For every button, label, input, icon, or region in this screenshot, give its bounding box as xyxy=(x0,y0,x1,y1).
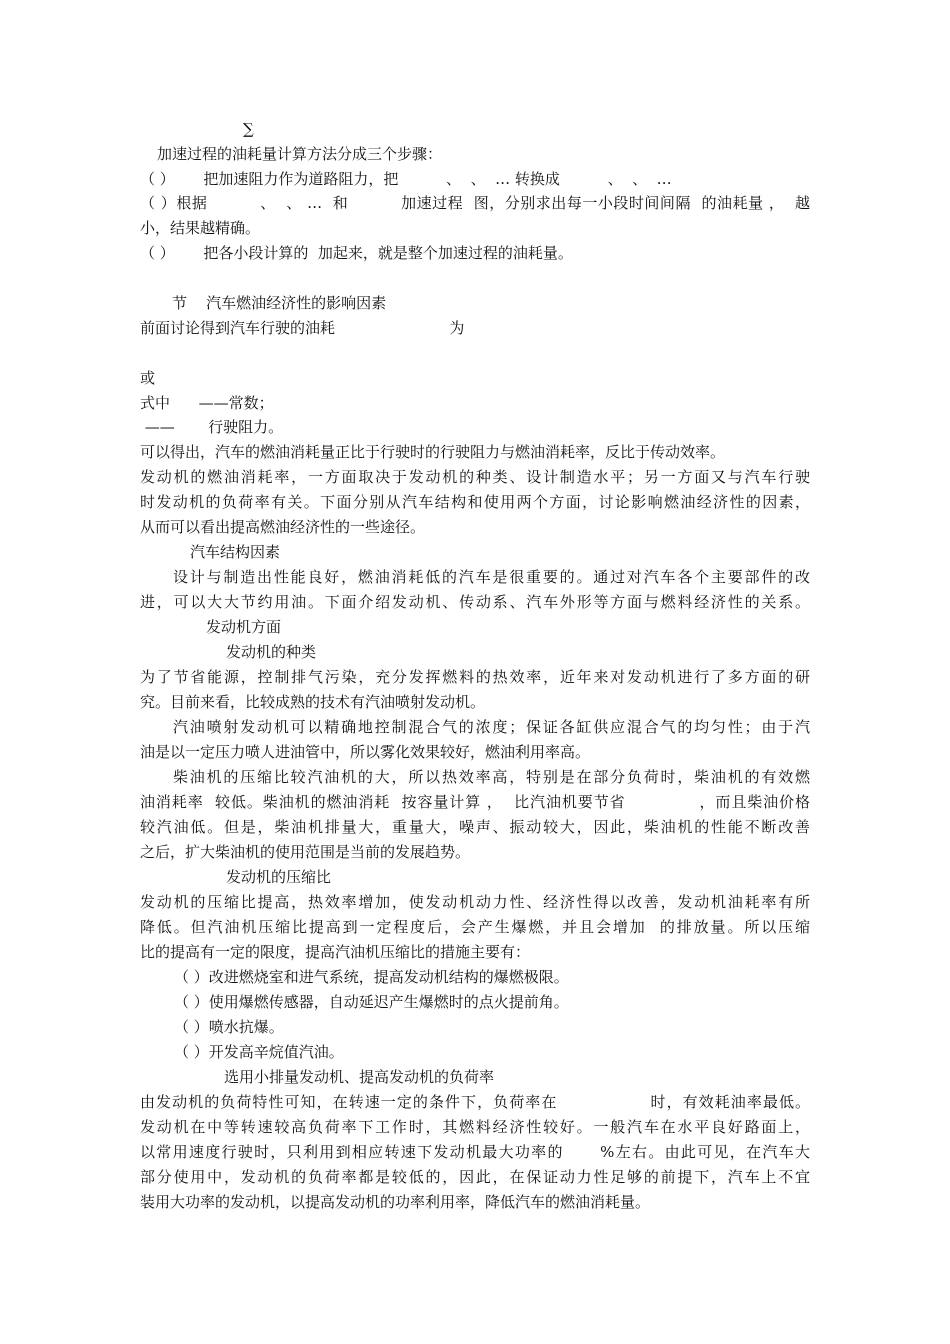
paragraph-line: 之后，扩大柴油机的使用范围是当前的发展趋势。 xyxy=(140,843,471,861)
paragraph-line: 时发动机的负荷率有关。下面分别从汽车结构和使用两个方面，讨论影响燃油经济性的因素， xyxy=(140,493,810,511)
paragraph-line: 小，结果越精确。 xyxy=(140,219,261,237)
subsection-heading: 发动机的种类 xyxy=(226,643,317,661)
paragraph-line: —— 行驶阻力。 xyxy=(140,418,284,436)
paragraph-line: 发动机在中等转速较高负荷率下工作时，其燃料经济性较好。一般汽车在水平良好路面上， xyxy=(140,1118,810,1136)
paragraph-line: 油是以一定压力喷人进油管中，所以雾化效果较好，燃油利用率高。 xyxy=(140,743,591,761)
paragraph-line: 油消耗率 较低。柴油机的燃油消耗 按容量计算 ， 比汽油机要节省 ，而且柴油价格 xyxy=(140,793,810,811)
list-item: （ ）开发高辛烷值汽油。 xyxy=(174,1043,344,1061)
sigma-symbol: ∑ xyxy=(243,120,254,138)
list-item: （ ）使用爆燃传感器，自动延迟产生爆燃时的点火提前角。 xyxy=(174,993,569,1011)
paragraph-line: 降低。但汽油机压缩比提高到一定程度后，会产生爆燃，并且会增加 的排放量。所以压缩 xyxy=(140,918,810,936)
list-item: （ ）喷水抗爆。 xyxy=(174,1018,284,1036)
paragraph-line: 从而可以看出提高燃油经济性的一些途径。 xyxy=(140,518,426,536)
paragraph-line: 柴油机的压缩比较汽油机的大，所以热效率高，特别是在部分负荷时，柴油机的有效燃 xyxy=(173,768,810,786)
paragraph-line: 比的提高有一定的限度，提高汽油机压缩比的措施主要有： xyxy=(140,943,531,961)
subsection-heading: 选用小排量发动机、提高发动机的负荷率 xyxy=(224,1068,495,1086)
section-heading: 节 汽车燃油经济性的影响因素 xyxy=(172,294,387,312)
paragraph-line: 汽油喷射发动机可以精确地控制混合气的浓度；保证各缸供应混合气的均匀性；由于汽 xyxy=(173,718,810,736)
step-item: （ ） 把加速阻力作为道路阻力，把 、 、 … 转换成 、 、 … xyxy=(140,170,672,188)
paragraph-line: 设计与制造出性能良好，燃油消耗低的汽车是很重要的。通过对汽车各个主要部件的改 xyxy=(173,568,810,586)
list-item: （ ）改进燃烧室和进气系统，提高发动机结构的爆燃极限。 xyxy=(174,968,569,986)
subsection-heading: 发动机方面 xyxy=(206,618,282,636)
step-item: （ ） 把各小段计算的 加起来，就是整个加速过程的油耗量。 xyxy=(140,244,573,262)
paragraph-line: 由发动机的负荷特性可知，在转速一定的条件下，负荷率在 时，有效耗油率最低。 xyxy=(140,1093,810,1111)
paragraph-line: 可以得出，汽车的燃油消耗量正比于行驶时的行驶阻力与燃油消耗率，反比于传动效率。 xyxy=(140,443,726,461)
paragraph-line: 发动机的压缩比提高，热效率增加，使发动机动力性、经济性得以改善，发动机油耗率有所 xyxy=(140,893,810,911)
subsection-heading: 汽车结构因素 xyxy=(190,543,281,561)
paragraph-line: 装用大功率的发动机，以提高发动机的功率利用率，降低汽车的燃油消耗量。 xyxy=(140,1193,651,1211)
paragraph-line: 加速过程的油耗量计算方法分成三个步骤： xyxy=(157,145,443,163)
subsection-heading: 发动机的压缩比 xyxy=(226,868,332,886)
paragraph-line: 部分使用中，发动机的负荷率都是较低的，因此，在保证动力性足够的前提下，汽车上不宜 xyxy=(140,1168,810,1186)
paragraph-line: 式中 ——常数； xyxy=(140,394,274,412)
paragraph-line: 以常用速度行驶时，只利用到相应转速下发动机最大功率的 %左右。由此可见，在汽车大 xyxy=(140,1143,810,1161)
paragraph-line: 究。目前来看，比较成熟的技术有汽油喷射发动机。 xyxy=(140,693,486,711)
paragraph-line: 或 xyxy=(140,369,156,387)
paragraph-line: 为了节省能源，控制排气污染，充分发挥燃料的热效率，近年来对发动机进行了多方面的研 xyxy=(140,668,810,686)
paragraph-line: 较汽油低。但是，柴油机排量大，重量大，噪声、振动较大，因此，柴油机的性能不断改善 xyxy=(140,818,810,836)
step-item: （ ）根据 、 、 … 和 加速过程 图，分别求出每一小段时间间隔 的油耗量 ， 越 xyxy=(140,194,810,212)
paragraph-line: 前面讨论得到汽车行驶的油耗 为 xyxy=(140,319,465,337)
paragraph-line: 进，可以大大节约用油。下面介绍发动机、传动系、汽车外形等方面与燃料经济性的关系。 xyxy=(140,593,810,611)
paragraph-line: 发动机的燃油消耗率，一方面取决于发动机的种类、设计制造水平；另一方面又与汽车行驶 xyxy=(140,468,810,486)
